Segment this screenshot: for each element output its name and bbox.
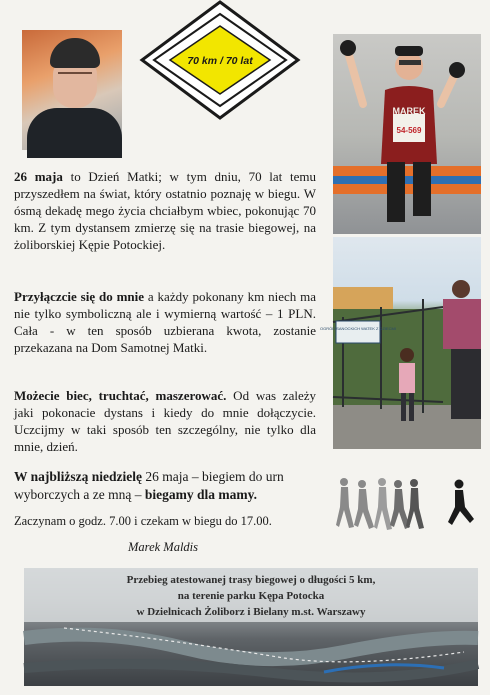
- signature: Marek Maldis: [128, 540, 199, 554]
- run-walk-paragraph: Możecie biec, truchtać, maszerować. Od was zależy jaki pokonacie dystans i kiedy do mnie dołączycie. Uczcijmy w taki sposób ten szczególny, nie tylko dla mnie, dzień.: [14, 388, 316, 454]
- bib-name: MAREK: [392, 106, 426, 116]
- intro-paragraph: 26 maja to Dzień Matki; w tym dniu, 70 lat temu przyszedłem na świat, który ostatnio poznaję w biegu. W ósmą dekadę mego życia chciałbym wbiec, pokonując 70 km. Z tym dystansem zmierzę się na trasie biegowej, na żoliborskiej Kępie Potockiej.: [14, 169, 316, 252]
- sign-label: 70 km / 70 lat: [187, 55, 253, 67]
- runner-photo: [333, 34, 481, 234]
- join-paragraph: Przyłączcie się do mnie a każdy pokonany km niech ma nie tylko symboliczną ale i wymierną wartość – 1 PLN. Cała - w ten sposób uzbierana kwota, zostanie przekazana na Dom Samotnej Matki.: [14, 289, 316, 355]
- start-time-paragraph: Zaczynam o godz. 7.00 i czekam w biegu do 17.00.: [14, 514, 272, 528]
- runners-silhouettes: [330, 475, 480, 545]
- sunday-paragraph: W najbliższą niedzielę 26 maja – biegiem do urn wyborczych a ze mną – biegamy dla mamy.: [14, 469, 284, 502]
- route-map: [24, 568, 478, 686]
- portrait-photo: [22, 30, 122, 150]
- fence-banner: OGRÓD SANOCKICH WATEK Z DZIECMI: [319, 326, 397, 331]
- road-sign: [140, 0, 300, 120]
- bib-number: 54-569: [396, 126, 422, 135]
- fence-photo: [319, 237, 481, 449]
- map-caption: Przebieg atestowanej trasy biegowej o długości 5 km, na terenie parku Kępa Potocka w Dzielnicach Żoliborz i Bielany m.st. Warszawy: [126, 574, 376, 618]
